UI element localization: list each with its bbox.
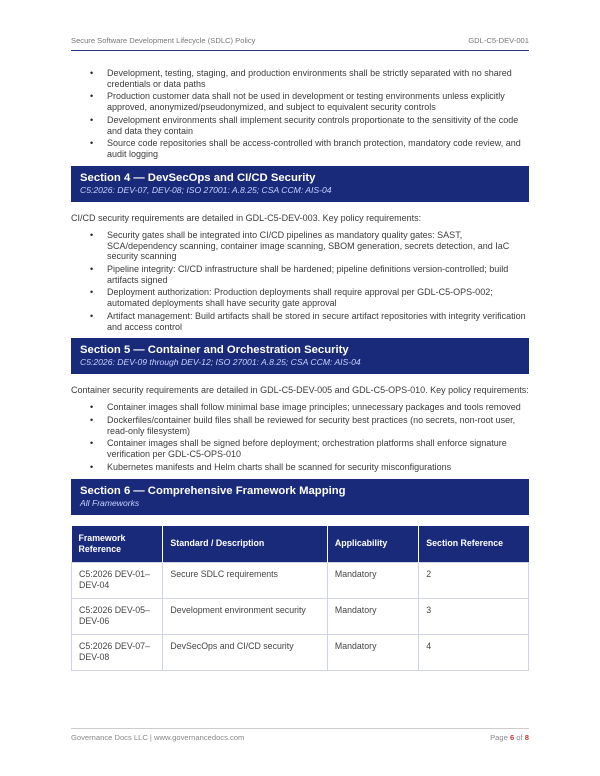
list-item: • Kubernetes manifests and Helm charts shall be scanned for security misconfigurations — [107, 462, 529, 473]
column-header: Standard / Description — [163, 526, 328, 563]
section-6-heading — [71, 479, 529, 515]
table-cell: DevSecOps and CI/CD security — [163, 634, 328, 670]
section-framework-refs: C5:2026: DEV-09 through DEV-12; ISO 27001: A.8.25; CSA CCM: AIS-04 — [80, 357, 361, 368]
table-cell: 4 — [419, 634, 529, 670]
table-cell: Mandatory — [327, 634, 418, 670]
document-id: GDL-C5-DEV-001 — [468, 36, 529, 45]
list-item: • Container images shall follow minimal base image principles; unnecessary packages and tools removed — [107, 402, 529, 413]
page-header — [71, 36, 529, 51]
section-4-intro: CI/CD security requirements are detailed in GDL-C5-DEV-003. Key policy requirements: — [71, 212, 422, 223]
section-4-bullet-list — [71, 230, 529, 333]
table-cell: Secure SDLC requirements — [163, 562, 328, 598]
list-item: • Artifact management: Build artifacts shall be stored in secure artifact repositories with integrity verification and access control — [107, 311, 529, 333]
section-title: Section 5 — Container and Orchestration Security — [80, 344, 349, 357]
column-header: Section Reference — [419, 526, 529, 563]
list-item: • Pipeline integrity: CI/CD infrastructure shall be hardened; pipeline definitions version-controlled; build artifacts signed — [107, 264, 529, 286]
section-title: Section 6 — Comprehensive Framework Mapping — [80, 484, 346, 497]
table-row — [72, 598, 529, 634]
page-separator: of — [516, 733, 523, 742]
page-content — [71, 68, 529, 671]
table-cell: 2 — [419, 562, 529, 598]
framework-mapping-table — [71, 526, 529, 671]
table-cell: Development environment security — [163, 598, 328, 634]
section-framework-refs: C5:2026: DEV-07, DEV-08; ISO 27001: A.8.25; CSA CCM: AIS-04 — [80, 184, 332, 195]
section-5-intro: Container security requirements are detailed in GDL-C5-DEV-005 and GDL-C5-OPS-010. Key policy requirements: — [71, 385, 529, 396]
list-item: • Dockerfiles/container build files shall be reviewed for security best practices (no secrets, non-root user, read-only filesystem) — [107, 415, 529, 437]
table-cell: C5:2026 DEV-01– DEV-04 — [72, 562, 163, 598]
column-header: Framework Reference — [72, 526, 163, 563]
page-footer — [71, 728, 529, 747]
list-item: • Production customer data shall not be used in development or testing environments unless explicitly approved, anonymized/pseudonymized, and subject to equivalent security controls — [107, 91, 529, 113]
table-cell: Mandatory — [327, 562, 418, 598]
section-4-heading — [71, 166, 529, 202]
list-item: • Security gates shall be integrated into CI/CD pipelines as mandatory quality gates: SAST, SCA/dependency scanning, container image scanning, SBOM generation, secrets detection, and IaC security scanning — [107, 230, 529, 262]
list-item: • Development environments shall implement security controls proportionate to the sensitivity of the code and data they contain — [107, 115, 529, 137]
page-current: 6 — [509, 733, 515, 742]
list-item: • Development, testing, staging, and production environments shall be strictly separated with no shared credentials or data paths — [107, 68, 529, 90]
section-framework-refs: All Frameworks — [80, 497, 140, 508]
table-cell: Mandatory — [327, 598, 418, 634]
table-cell: C5:2026 DEV-05– DEV-06 — [72, 598, 163, 634]
list-item: • Container images shall be signed before deployment; orchestration platforms shall enforce signature verification per GDL-C5-OPS-010 — [107, 438, 529, 460]
section-5-bullet-list — [71, 402, 529, 472]
list-item: • Deployment authorization: Production deployments shall require approval per GDL-C5-OPS-002; automated deployments shall have security gate approval — [107, 287, 529, 309]
list-item: • Source code repositories shall be access-controlled with branch protection, mandatory code review, and audit logging — [107, 138, 529, 160]
table-row — [72, 634, 529, 670]
table-cell: 3 — [419, 598, 529, 634]
intro-bullet-list — [71, 68, 529, 160]
table-header-row — [72, 526, 529, 563]
document-title: Secure Software Development Lifecycle (SDLC) Policy — [71, 36, 256, 45]
table-row — [72, 562, 529, 598]
page-total: 8 — [524, 733, 529, 742]
footer-company-link: Governance Docs LLC | www.governancedocs.com — [71, 733, 245, 742]
page-indicator — [490, 733, 529, 742]
section-title: Section 4 — DevSecOps and CI/CD Security — [80, 171, 316, 184]
page-label: Page — [490, 733, 508, 742]
column-header: Applicability — [327, 526, 418, 563]
table-cell: C5:2026 DEV-07– DEV-08 — [72, 634, 163, 670]
section-5-heading — [71, 338, 529, 374]
